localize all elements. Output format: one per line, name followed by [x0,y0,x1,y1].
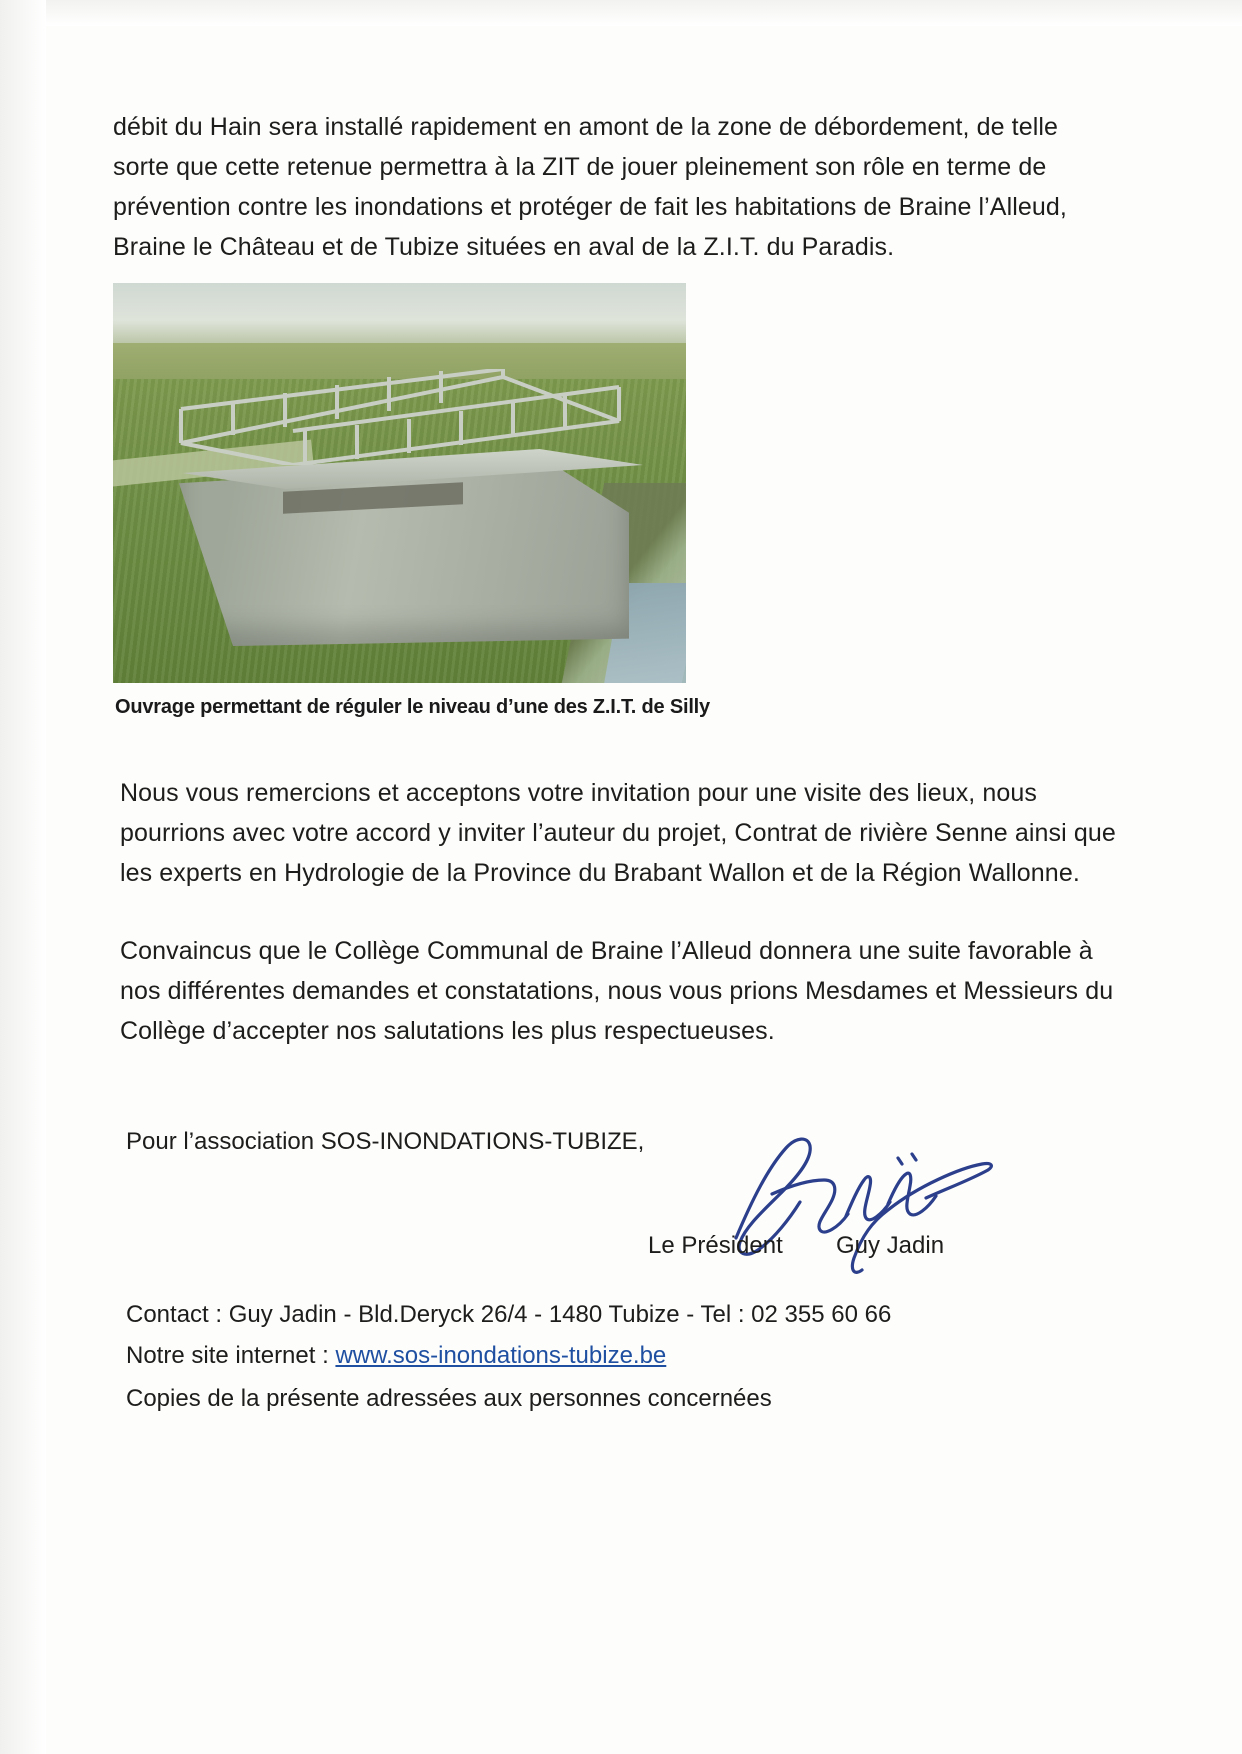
handwritten-signature [712,1118,1002,1298]
scan-edge-top [0,0,1242,26]
association-signoff: Pour l’association SOS-INONDATIONS-TUBIZE, [126,1128,645,1155]
scan-edge-left [0,0,46,1754]
contact-block [126,1294,891,1376]
figure-caption: Ouvrage permettant de réguler le niveau d’une des Z.I.T. de Silly [115,696,710,718]
paragraph-intro: débit du Hain sera installé rapidement en amont de la zone de débordement, de telle sorte que cette retenue permettra à la ZIT de jouer pleinement son rôle en terme de prévention contre les inondations et protéger de fait les habitations de Braine l’Alleud, Braine le Château et de Tubize situées en aval de la Z.I.T. du Paradis. [113,113,1067,261]
signature-name: Guy Jadin [836,1232,945,1259]
contact-line: Contact : Guy Jadin - Bld.Deryck 26/4 - 1480 Tubize - Tel : 02 355 60 66 [126,1301,892,1328]
figure-image [113,283,686,683]
photo-guardrail [173,369,623,465]
website-link[interactable]: www.sos-inondations-tubize.be [335,1342,667,1369]
paragraph-closing: Convaincus que le Collège Communal de Braine l’Alleud donnera une suite favorable à nos différentes demandes et constatations, nous vous prions Mesdames et Messieurs du Collège d’accepter nos salutations les plus respectueuses. [120,937,1114,1045]
signature-role: Le Président [648,1232,783,1259]
website-label: Notre site internet : [126,1342,336,1369]
website-line [126,1335,891,1376]
paragraph-thanks: Nous vous remercions et acceptons votre invitation pour une visite des lieux, nous pourrions avec votre accord y inviter l’auteur du projet, Contrat de rivière Senne ainsi que les experts en Hydrologie de la Province du Brabant Wallon et de la Région Wallonne. [120,779,1116,887]
copies-line: Copies de la présente adressées aux personnes concernées [126,1385,772,1412]
